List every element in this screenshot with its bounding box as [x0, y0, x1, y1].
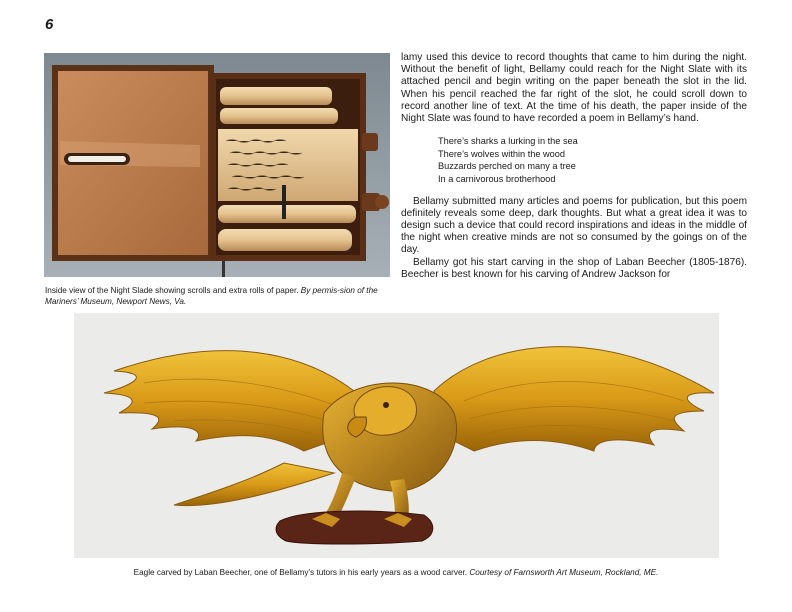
eagle-caption: [44, 567, 748, 578]
eagle-credit: Courtesy of Farnsworth Art Museum, Rockland, ME.: [469, 568, 659, 577]
night-slate-caption-text: Inside view of the Night Slade showing scrolls and extra rolls of paper.: [45, 286, 299, 295]
paragraph-1: lamy used this device to record thoughts that came to him during the night. Without the benefit of light, Bellamy could reach for the Night Slate with its attached pencil and begin writing on the paper beneath the slot in the lid. When his pencil reached the far right of the slot, he could scroll down to record another line of text. At the time of his death, the paper inside of the Night Slate was found to have recorded a poem in Bellamy’s hand.: [401, 52, 747, 125]
body-text-column: [401, 52, 747, 281]
eagle-carving-illustration: [74, 313, 719, 558]
eagle-carving-photo: [74, 313, 719, 558]
eagle-caption-text: Eagle carved by Laban Beecher, one of Bellamy’s tutors in his early years as a wood carver.: [133, 568, 468, 577]
poem: [438, 135, 747, 185]
paragraph-3: Bellamy got his start carving in the shop of Laban Beecher (1805-1876). Beecher is best known for his carving of Andrew Jackson for: [401, 256, 747, 280]
night-slate-illustration: [44, 53, 390, 277]
night-slate-credit: By permis-sion of the Mariners’ Museum, Newport News, Va.: [45, 286, 378, 306]
paragraph-2: Bellamy submitted many articles and poems for publication, but this poem definitely reveals some deep, dark thoughts. But what a great idea it was to design such a device that could record inspirations and ideas in the middle of the night when creative minds are not so consumed by the goings on of the day.: [401, 195, 747, 256]
poem-line: In a carnivorous brotherhood: [438, 174, 556, 184]
poem-line: There’s wolves within the wood: [438, 148, 565, 159]
poem-line: Buzzards perched on many a tree: [438, 161, 576, 172]
night-slate-caption: [45, 285, 395, 307]
poem-line: There’s sharks a lurking in the sea: [438, 136, 578, 147]
night-slate-photo: [44, 53, 390, 277]
page-number: 6: [45, 16, 54, 33]
